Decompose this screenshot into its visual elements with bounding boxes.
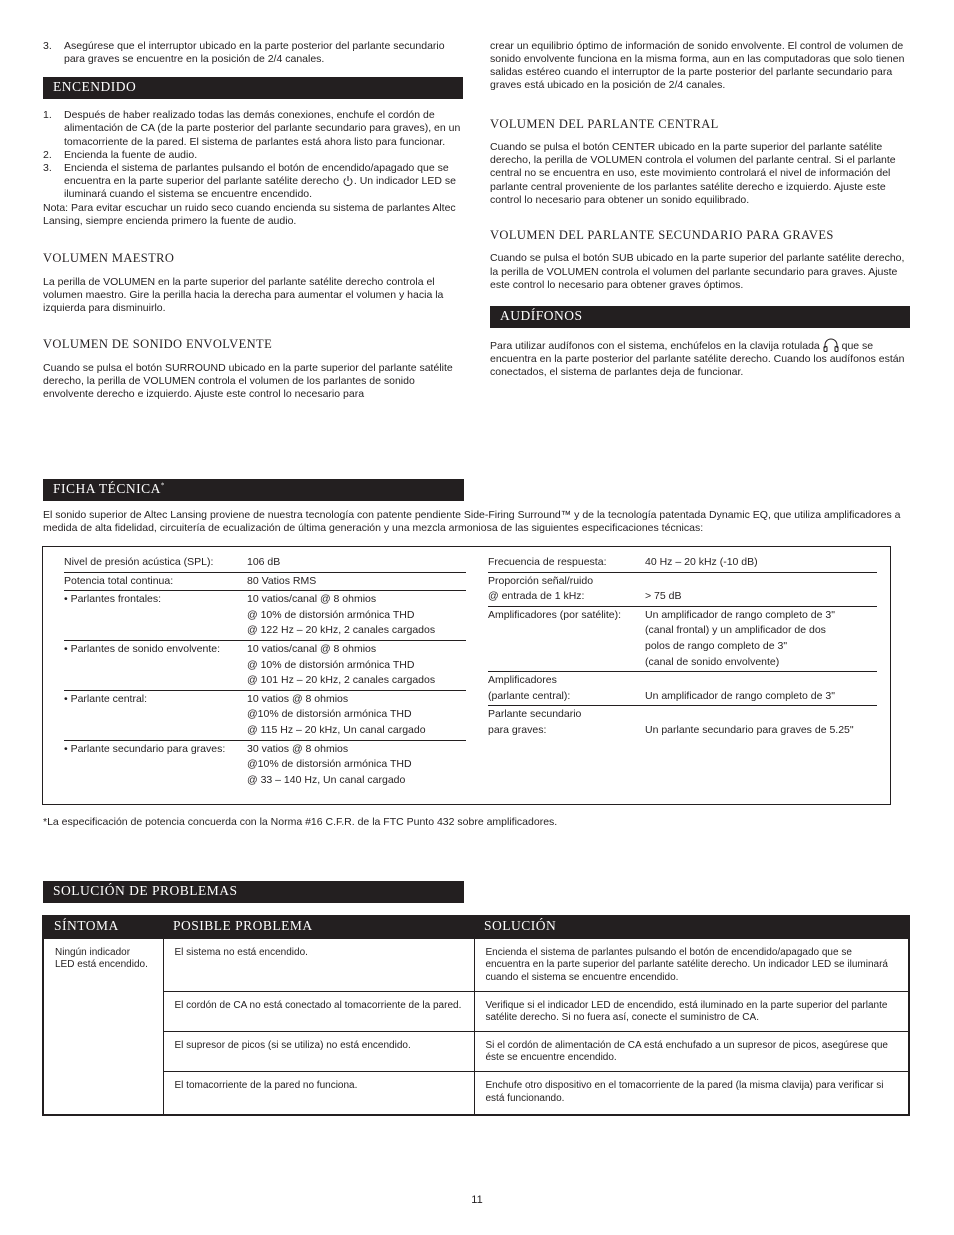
- spec-row: [64, 740, 466, 789]
- spec-label-line: Proporción señal/ruido: [488, 574, 594, 587]
- list-number: 2.: [43, 148, 52, 161]
- spec-value-line: @ 33 – 140 Hz, Un canal cargado: [247, 773, 406, 786]
- paragraph-volumen-maestro: La perilla de VOLUMEN en la parte superior del parlante satélite derecho controla el volumen maestro. Gire la perilla hacia la derecha para aumentar el volumen y hacia la izquierda para disminuirlo.: [43, 276, 444, 315]
- spec-row: [488, 672, 877, 706]
- column-header-sintoma: SÍNTOMA: [43, 916, 163, 938]
- subheading-volumen-envolvente: VOLUMEN DE SONIDO ENVOLVENTE: [43, 337, 273, 352]
- spec-value: [247, 740, 466, 789]
- headphones-icon: [823, 338, 839, 352]
- page-number: 11: [471, 1194, 483, 1206]
- spec-row: [488, 606, 877, 671]
- table-row: [43, 1031, 909, 1071]
- subheading-volumen-central: VOLUMEN DEL PARLANTE CENTRAL: [490, 116, 719, 131]
- subheading-volumen-subwoofer: VOLUMEN DEL PARLANTE SECUNDARIO PARA GRAVES: [490, 227, 834, 242]
- spec-value-line: @ 115 Hz – 20 kHz, Un canal cargado: [247, 723, 426, 736]
- spec-label-line: Parlante secundario: [488, 708, 582, 721]
- cell-solucion: Si el cordón de alimentación de CA está enchufado a un supresor de picos, asegúrese que éste se encuentre encendido.: [474, 1031, 909, 1071]
- spec-label-line: Amplificadores: [488, 674, 557, 687]
- spec-value-line: @ 10% de distorsión armónica THD: [247, 608, 415, 621]
- spec-label: [488, 672, 645, 706]
- section-header-sup: *: [160, 481, 165, 490]
- spec-row: [488, 554, 877, 572]
- ficha-intro: El sonido superior de Altec Lansing proviene de nuestra tecnología con patente pendiente Side-Firing Surround™ y de la tecnología patentada Dynamic EQ, que utiliza amplificadores a medida de alta fidelidad, circuitería de ecualización de última generación y una mezcla armoniosa de las siguientes especificaciones técnicas:: [43, 509, 901, 535]
- spec-value-line: 10 vatios/canal @ 8 ohmios: [247, 593, 377, 606]
- spec-table-left: [64, 554, 466, 789]
- setup-list-continued: [43, 40, 463, 66]
- spec-value-line: (canal frontal) y un amplificador de dos: [645, 624, 826, 637]
- spec-value-line: > 75 dB: [645, 590, 682, 603]
- spec-row: [64, 554, 466, 572]
- list-item: [43, 109, 463, 148]
- paragraph-volumen-subwoofer: Cuando se pulsa el botón SUB ubicado en la parte superior del parlante satélite derecho, la perilla de VOLUMEN controla el volumen del parlante secundario para graves. Ajuste este control lo necesario para obtener graves óptimos.: [490, 252, 905, 291]
- footnote: *La especificación de potencia concuerda con la Norma #16 C.F.R. de la FTC Punto 432 sobre amplificadores.: [43, 816, 558, 828]
- spec-value-line: @ 10% de distorsión armónica THD: [247, 658, 415, 671]
- spec-value-line: (canal de sonido envolvente): [645, 655, 780, 668]
- spec-value: [645, 606, 877, 671]
- left-column: [43, 40, 463, 401]
- spec-value: [645, 572, 877, 606]
- encendido-list: [43, 109, 463, 201]
- spec-value-line: @ 101 Hz – 20 kHz, 2 canales cargados: [247, 674, 436, 687]
- list-item: [43, 40, 463, 66]
- section-header-problemas: SOLUCIÓN DE PROBLEMAS: [43, 881, 464, 903]
- spec-value-line: polos de rango completo de 3": [645, 639, 788, 652]
- list-text-part: Encienda el sistema de parlantes pulsando el botón de encendido/apagado que se encuentra en la parte superior del parlante satélite derecho: [64, 161, 449, 187]
- paragraph-volumen-envolvente: Cuando se pulsa el botón SURROUND ubicado en la parte superior del parlante satélite derecho, la perilla de VOLUMEN controla el volumen de los parlantes de sonido envolvente derecho e izquierdo. Ajuste este control lo necesario para: [43, 362, 453, 401]
- list-number: 3.: [43, 161, 52, 174]
- spec-value: [247, 690, 466, 740]
- spec-value: [247, 640, 466, 690]
- section-header-audifonos: AUDÍFONOS: [490, 306, 910, 328]
- list-text: Después de haber realizado todas las demás conexiones, enchufe el cordón de alimentación de CA (de la parte posterior del parlante secundario para graves), en un tomacorriente de la pared. El sistema de parlantes está ahora listo para funcionar.: [64, 109, 461, 148]
- spec-label: [488, 572, 645, 606]
- spec-label: • Parlante secundario para graves:: [64, 742, 226, 755]
- spec-label: [488, 706, 645, 740]
- spec-label: Nivel de presión acústica (SPL):: [64, 556, 214, 568]
- list-text: [64, 162, 463, 201]
- spec-value: 80 Vatios RMS: [247, 574, 317, 587]
- spec-label: Amplificadores (por satélite):: [488, 608, 622, 621]
- spec-value: [645, 672, 877, 706]
- spec-value-line: 10 vatios @ 8 ohmios: [247, 692, 349, 705]
- spec-label-line: para graves:: [488, 723, 547, 736]
- spec-value-line: Un amplificador de rango completo de 3": [645, 608, 835, 621]
- list-number: 3.: [43, 40, 52, 52]
- spec-value: 40 Hz – 20 kHz (-10 dB): [645, 556, 758, 568]
- spec-row: [488, 572, 877, 606]
- spec-box: [42, 546, 891, 805]
- list-item: [43, 162, 463, 201]
- power-icon: [342, 175, 354, 187]
- spec-row: [64, 640, 466, 690]
- paragraph-part: que se encuentra en la parte posterior del parlante satélite derecho. Cuando los audífonos están conectados, el sistema de parlantes deja de funcionar.: [490, 339, 905, 378]
- spec-value-line: Un amplificador de rango completo de 3": [645, 689, 835, 702]
- spec-value-line: 10 vatios/canal @ 8 ohmios: [247, 642, 377, 655]
- list-text: Asegúrese que el interruptor ubicado en la parte posterior del parlante secundario para graves se encuentre en la posición de 2/4 canales.: [64, 40, 445, 66]
- list-text: Encienda la fuente de audio.: [64, 148, 198, 161]
- spec-label: • Parlantes de sonido envolvente:: [64, 642, 221, 655]
- spec-value: [247, 591, 466, 641]
- note-text: Nota: Para evitar escuchar un ruido seco cuando encienda su sistema de parlantes Altec Lansing, siempre encienda primero la fuente de audio.: [43, 202, 456, 228]
- cell-problema: El cordón de CA no está conectado al tomacorriente de la pared.: [163, 991, 474, 1031]
- table-row: [43, 991, 909, 1031]
- paragraph-volumen-central: Cuando se pulsa el botón CENTER ubicado en la parte superior del parlante satélite derecho, la perilla de VOLUMEN controla el volumen del parlante central. Si el parlante central no se encuentra en uso, este movimiento controlará el nivel de información del parlante central proveniente de los parlantes satélite derecho e izquierdo. Ajuste este control lo necesario para obtener un sonido equilibrado.: [490, 141, 896, 206]
- spec-label-line: @ entrada de 1 kHz:: [488, 590, 585, 603]
- spec-value-line: 30 vatios @ 8 ohmios: [247, 742, 349, 755]
- column-header-solucion: SOLUCIÓN: [474, 916, 909, 938]
- spec-row: [64, 572, 466, 591]
- spec-value-line: @ 122 Hz – 20 kHz, 2 canales cargados: [247, 624, 436, 637]
- right-column: [490, 40, 910, 379]
- spec-label: Frecuencia de respuesta:: [488, 556, 607, 568]
- spec-value-line: Un parlante secundario para graves de 5.25": [645, 723, 854, 736]
- paragraph-part: Para utilizar audífonos con el sistema, enchúfelos en la clavija rotulada: [490, 339, 823, 352]
- table-header-row: [43, 916, 909, 938]
- list-item: [43, 149, 463, 162]
- spec-label-line: (parlante central):: [488, 689, 571, 702]
- table-row: [43, 1072, 909, 1115]
- cell-solucion: Encienda el sistema de parlantes pulsando el botón de encendido/apagado que se encuentra en la parte superior del parlante satélite derecho. Un indicador LED se iluminará cuando el sistema se encuentre encendido.: [474, 938, 909, 991]
- cell-solucion: Enchufe otro dispositivo en el tomacorriente de la pared (la misma clavija) para verificar si está funcionando.: [474, 1072, 909, 1115]
- cell-problema: El supresor de picos (si se utiliza) no está encendido.: [163, 1031, 474, 1071]
- spec-value-line: @10% de distorsión armónica THD: [247, 708, 412, 721]
- section-header-ficha: [43, 479, 464, 501]
- section-header-text: FICHA TÉCNICA: [53, 481, 161, 496]
- paragraph-continued: crear un equilibrio óptimo de información de sonido envolvente. El control de volumen de sonido envolvente funciona en la misma forma, aun en las computadoras que solo tienen salidas estéreo cuando el interruptor de la parte posterior del parlante secundario para graves está ubicado en la posición de 2/4 canales.: [490, 40, 905, 92]
- list-number: 1.: [43, 109, 52, 122]
- cell-sintoma: Ningún indicador LED está encendido.: [43, 938, 163, 1114]
- list-text-part: . Un indicador LED se iluminará cuando el sistema se encuentre encendido.: [64, 174, 456, 200]
- spec-label: • Parlantes frontales:: [64, 593, 162, 606]
- section-header-encendido: ENCENDIDO: [43, 77, 463, 99]
- cell-problema: El sistema no está encendido.: [163, 938, 474, 991]
- spec-row: [64, 690, 466, 740]
- subheading-volumen-maestro: VOLUMEN MAESTRO: [43, 251, 175, 266]
- cell-problema: El tomacorriente de la pared no funciona.: [163, 1072, 474, 1115]
- paragraph-audifonos: [490, 338, 910, 379]
- spec-label: Potencia total continua:: [64, 574, 174, 587]
- column-header-problema: POSIBLE PROBLEMA: [163, 916, 474, 938]
- spec-value: 106 dB: [247, 556, 281, 568]
- troubleshooting-table: [42, 915, 910, 1116]
- spec-value-line: @10% de distorsión armónica THD: [247, 758, 412, 771]
- spec-row: [64, 591, 466, 641]
- spec-value: [645, 706, 877, 740]
- cell-solucion: Verifique si el indicador LED de encendido, está iluminado en la parte superior del parlante satélite derecho. Si no fuera así, conecte el suministro de CA.: [474, 991, 909, 1031]
- table-row: [43, 938, 909, 991]
- spec-row: [488, 706, 877, 740]
- spec-label: • Parlante central:: [64, 692, 148, 705]
- spec-table-right: [488, 554, 877, 740]
